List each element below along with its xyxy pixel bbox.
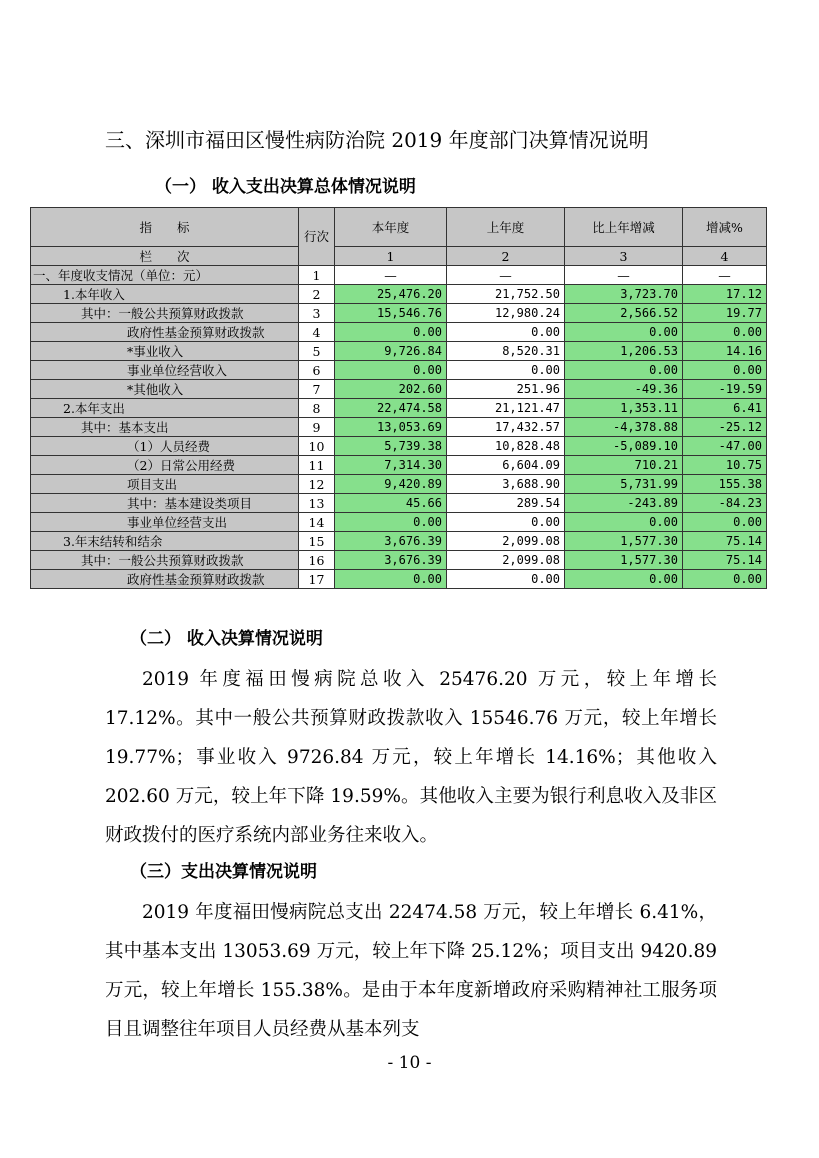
cell-previous: 8,520.31 — [447, 342, 565, 361]
cell-previous: 0.00 — [447, 513, 565, 532]
table-column-index-row — [31, 247, 767, 266]
table-row — [31, 551, 767, 570]
cell-current: 22,474.58 — [335, 399, 447, 418]
cell-current: 45.66 — [335, 494, 447, 513]
row-number: 8 — [299, 399, 335, 418]
cell-difference: 1,206.53 — [565, 342, 683, 361]
row-label: 项目支出 — [31, 475, 299, 494]
cell-current: 0.00 — [335, 570, 447, 589]
header-previous-year: 上年度 — [447, 208, 565, 247]
header-difference: 比上年增减 — [565, 208, 683, 247]
table-row — [31, 532, 767, 551]
cell-previous: 17,432.57 — [447, 418, 565, 437]
header-column-label: 栏 次 — [31, 247, 299, 266]
cell-difference: 5,731.99 — [565, 475, 683, 494]
cell-current: 0.00 — [335, 361, 447, 380]
cell-difference: -243.89 — [565, 494, 683, 513]
cell-difference: 1,353.11 — [565, 399, 683, 418]
cell-current: 9,726.84 — [335, 342, 447, 361]
header-percent: 增减% — [683, 208, 767, 247]
cell-difference: 0.00 — [565, 323, 683, 342]
cell-current: 0.00 — [335, 513, 447, 532]
row-label: *事业收入 — [31, 342, 299, 361]
cell-current: 7,314.30 — [335, 456, 447, 475]
cell-percent: 10.75 — [683, 456, 767, 475]
row-number: 2 — [299, 285, 335, 304]
table-row — [31, 570, 767, 589]
column-index: 3 — [565, 247, 683, 266]
cell-percent: — — [683, 266, 767, 285]
cell-percent: -19.59 — [683, 380, 767, 399]
column-index: 2 — [447, 247, 565, 266]
header-row-number: 行次 — [299, 208, 335, 266]
row-label: 其中：基本建设类项目 — [31, 494, 299, 513]
row-label: （2）日常公用经费 — [31, 456, 299, 475]
cell-difference: 0.00 — [565, 361, 683, 380]
row-number: 15 — [299, 532, 335, 551]
row-number: 1 — [299, 266, 335, 285]
cell-previous: 12,980.24 — [447, 304, 565, 323]
cell-previous: 21,752.50 — [447, 285, 565, 304]
table-row — [31, 456, 767, 475]
row-label: 政府性基金预算财政拨款 — [31, 323, 299, 342]
cell-percent: 0.00 — [683, 323, 767, 342]
cell-difference: 2,566.52 — [565, 304, 683, 323]
cell-difference: -4,378.88 — [565, 418, 683, 437]
row-label: 1.本年收入 — [31, 285, 299, 304]
cell-current: 9,420.89 — [335, 475, 447, 494]
row-number: 7 — [299, 380, 335, 399]
table-row — [31, 266, 767, 285]
cell-difference: 1,577.30 — [565, 532, 683, 551]
cell-difference: 710.21 — [565, 456, 683, 475]
table-row — [31, 323, 767, 342]
row-number: 14 — [299, 513, 335, 532]
cell-percent: 14.16 — [683, 342, 767, 361]
cell-previous: 289.54 — [447, 494, 565, 513]
cell-percent: 0.00 — [683, 570, 767, 589]
row-label: 事业单位经营支出 — [31, 513, 299, 532]
cell-percent: 19.77 — [683, 304, 767, 323]
table-header-row — [31, 208, 767, 247]
cell-current: — — [335, 266, 447, 285]
row-number: 13 — [299, 494, 335, 513]
table-row — [31, 494, 767, 513]
page-heading: 三、深圳市福田区慢性病防治院 2019 年度部门决算情况说明 — [105, 128, 649, 152]
row-number: 5 — [299, 342, 335, 361]
cell-previous: 3,688.90 — [447, 475, 565, 494]
cell-previous: 251.96 — [447, 380, 565, 399]
section-title-overview: （一） 收入支出决算总体情况说明 — [155, 177, 416, 197]
cell-difference: 3,723.70 — [565, 285, 683, 304]
table-row — [31, 304, 767, 323]
income-paragraph: 2019 年度福田慢病院总收入 25476.20 万元，较上年增长 17.12%。其中一般公共预算财政拨款收入 15546.76 万元，较上年增长 19.77%；事业收入 9726.84 万元，较上年增长 14.16%；其他收入 202.60 万元，较上年下降 19.59%。其他收入主要为银行利息收入及非区财政拨付的医疗系统内部业务往来收入。 — [105, 669, 717, 846]
column-index: 4 — [683, 247, 767, 266]
page-number: - 10 - — [387, 1053, 432, 1073]
cell-current: 15,546.76 — [335, 304, 447, 323]
cell-percent: 75.14 — [683, 551, 767, 570]
cell-difference: -5,089.10 — [565, 437, 683, 456]
row-number: 17 — [299, 570, 335, 589]
cell-current: 3,676.39 — [335, 532, 447, 551]
cell-current: 5,739.38 — [335, 437, 447, 456]
row-label: （1）人员经费 — [31, 437, 299, 456]
cell-difference: 0.00 — [565, 570, 683, 589]
cell-percent: 0.00 — [683, 513, 767, 532]
table-row — [31, 418, 767, 437]
cell-current: 202.60 — [335, 380, 447, 399]
cell-difference: — — [565, 266, 683, 285]
cell-previous: 0.00 — [447, 570, 565, 589]
cell-percent: -84.23 — [683, 494, 767, 513]
table-row — [31, 342, 767, 361]
cell-percent: -25.12 — [683, 418, 767, 437]
cell-previous: 21,121.47 — [447, 399, 565, 418]
expenditure-paragraph: 2019 年度福田慢病院总支出 22474.58 万元，较上年增长 6.41%，其中基本支出 13053.69 万元，较上年下降 25.12%；项目支出 9420.89 万元，较上年增长 155.38%。是由于本年度新增政府采购精神社工服务项目且调整往年项目人员经费从基本列支 — [105, 902, 717, 1040]
section-title-expenditure: （三）支出决算情况说明 — [130, 862, 317, 882]
cell-previous: 0.00 — [447, 361, 565, 380]
row-label: 事业单位经营收入 — [31, 361, 299, 380]
cell-previous: 2,099.08 — [447, 532, 565, 551]
row-number: 6 — [299, 361, 335, 380]
cell-percent: 6.41 — [683, 399, 767, 418]
table-row — [31, 399, 767, 418]
cell-previous: 2,099.08 — [447, 551, 565, 570]
table-row — [31, 437, 767, 456]
row-label: *其他收入 — [31, 380, 299, 399]
budget-table — [30, 207, 767, 589]
cell-difference: 1,577.30 — [565, 551, 683, 570]
cell-current: 3,676.39 — [335, 551, 447, 570]
cell-difference: -49.36 — [565, 380, 683, 399]
cell-previous: 0.00 — [447, 323, 565, 342]
row-label: 其中：一般公共预算财政拨款 — [31, 551, 299, 570]
header-current-year: 本年度 — [335, 208, 447, 247]
table-row — [31, 475, 767, 494]
row-label: 政府性基金预算财政拨款 — [31, 570, 299, 589]
cell-percent: 75.14 — [683, 532, 767, 551]
cell-percent: 0.00 — [683, 361, 767, 380]
cell-current: 13,053.69 — [335, 418, 447, 437]
row-label: 一、年度收支情况（单位：元） — [31, 266, 299, 285]
row-label: 2.本年支出 — [31, 399, 299, 418]
row-number: 9 — [299, 418, 335, 437]
cell-percent: 155.38 — [683, 475, 767, 494]
cell-current: 25,476.20 — [335, 285, 447, 304]
row-label: 3.年末结转和结余 — [31, 532, 299, 551]
table-row — [31, 380, 767, 399]
row-number: 4 — [299, 323, 335, 342]
row-number: 3 — [299, 304, 335, 323]
header-indicator: 指 标 — [31, 208, 299, 247]
row-number: 11 — [299, 456, 335, 475]
cell-previous: — — [447, 266, 565, 285]
cell-percent: 17.12 — [683, 285, 767, 304]
cell-difference: 0.00 — [565, 513, 683, 532]
column-index: 1 — [335, 247, 447, 266]
cell-previous: 6,604.09 — [447, 456, 565, 475]
row-number: 12 — [299, 475, 335, 494]
cell-current: 0.00 — [335, 323, 447, 342]
cell-previous: 10,828.48 — [447, 437, 565, 456]
table-row — [31, 285, 767, 304]
row-label: 其中：一般公共预算财政拨款 — [31, 304, 299, 323]
table-row — [31, 513, 767, 532]
row-number: 16 — [299, 551, 335, 570]
cell-percent: -47.00 — [683, 437, 767, 456]
table-row — [31, 361, 767, 380]
row-label: 其中：基本支出 — [31, 418, 299, 437]
row-number: 10 — [299, 437, 335, 456]
section-title-income: （二） 收入决算情况说明 — [130, 629, 323, 649]
